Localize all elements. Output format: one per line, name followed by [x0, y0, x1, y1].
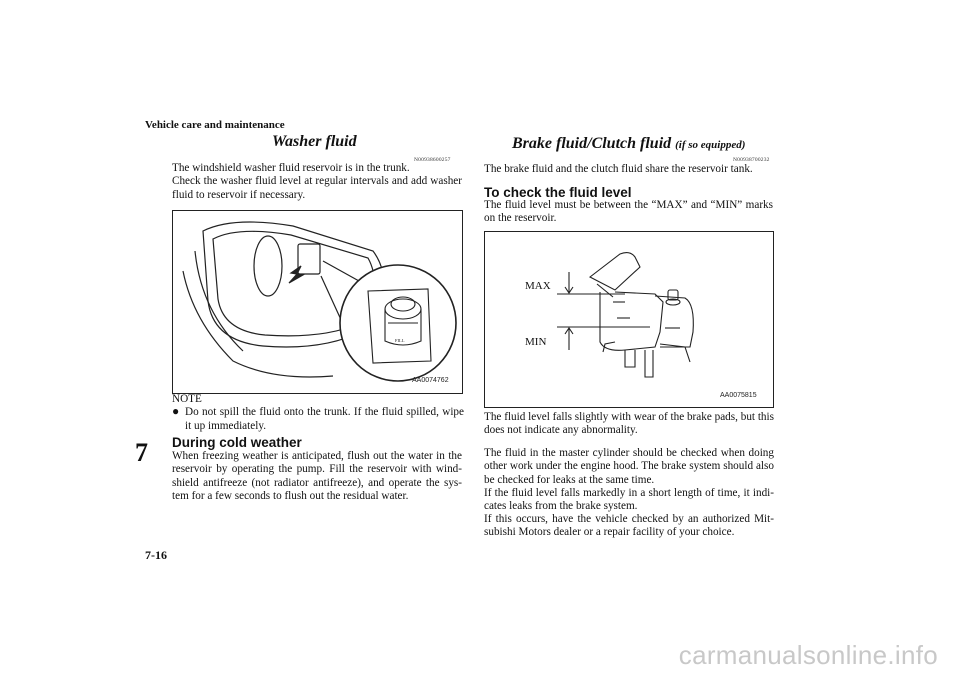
brake-paragraph-4: If this occurs, have the vehicle checked by an authorized Mit-subishi Motors dealer or a repair facility of your choice.	[484, 513, 774, 539]
section-header: Vehicle care and maintenance	[145, 119, 285, 131]
reservoir-illustration	[485, 232, 773, 407]
fill-mark: FILL	[395, 338, 405, 343]
cold-weather-heading: During cold weather	[172, 435, 302, 450]
brake-title-suffix: (if so equipped)	[675, 139, 746, 151]
brake-paragraph-1: The fluid level falls slightly with wear of the brake pads, but this does not indicate any abnormality.	[484, 411, 774, 437]
note-label: NOTE	[172, 393, 202, 405]
washer-intro-line-2: Check the washer fluid level at regular intervals and add washer fluid to reservoir if necessary.	[172, 175, 462, 201]
check-level-text: The fluid level must be between the “MAX” and “MIN” marks on the reservoir.	[484, 199, 773, 225]
washer-reservoir-figure	[172, 210, 463, 394]
page-number: 7-16	[145, 548, 167, 562]
note-item	[172, 406, 464, 433]
washer-intro-line-1: The windshield washer fluid reservoir is in the trunk.	[172, 162, 410, 174]
brake-fluid-code: N00938700232	[733, 157, 770, 163]
washer-fluid-intro	[172, 162, 462, 202]
brake-title-main: Brake fluid/Clutch fluid	[512, 135, 672, 152]
brake-fluid-title	[512, 135, 745, 153]
washer-fluid-code: N00938600257	[414, 157, 451, 163]
watermark: carmanualsonline.info	[678, 640, 938, 670]
washer-figure-code: AA0074762	[412, 377, 449, 384]
trunk-illustration	[173, 211, 462, 393]
bullet-icon: ●	[172, 404, 180, 419]
cold-weather-text: When freezing weather is anticipated, flush out the water in the reservoir by operating the pump. Fill the reservoir with wind-shield antifreeze (not radiator antifreeze), and operate the sys-tem for a few seconds to flush out the residual water.	[172, 450, 462, 503]
washer-fluid-title: Washer fluid	[272, 133, 357, 150]
brake-paragraph-3: If the fluid level falls markedly in a short length of time, it indi-cates leaks from the brake system.	[484, 487, 774, 513]
min-label: MIN	[525, 336, 547, 348]
brake-figure-code: AA0075815	[720, 392, 757, 399]
washer-note	[172, 393, 464, 433]
max-label: MAX	[525, 280, 551, 292]
note-text: Do not spill the fluid onto the trunk. If the fluid spilled, wipe it up immediately.	[185, 406, 464, 432]
brake-intro: The brake fluid and the clutch fluid share the reservoir tank.	[484, 163, 753, 175]
brake-paragraph-2: The fluid in the master cylinder should be checked when doing other work under the engine hood. The brake system should also be checked for leaks at the same time.	[484, 447, 774, 486]
check-level-heading: To check the fluid level	[484, 185, 632, 200]
brake-reservoir-figure	[484, 231, 774, 408]
chapter-tab: 7	[135, 438, 148, 467]
